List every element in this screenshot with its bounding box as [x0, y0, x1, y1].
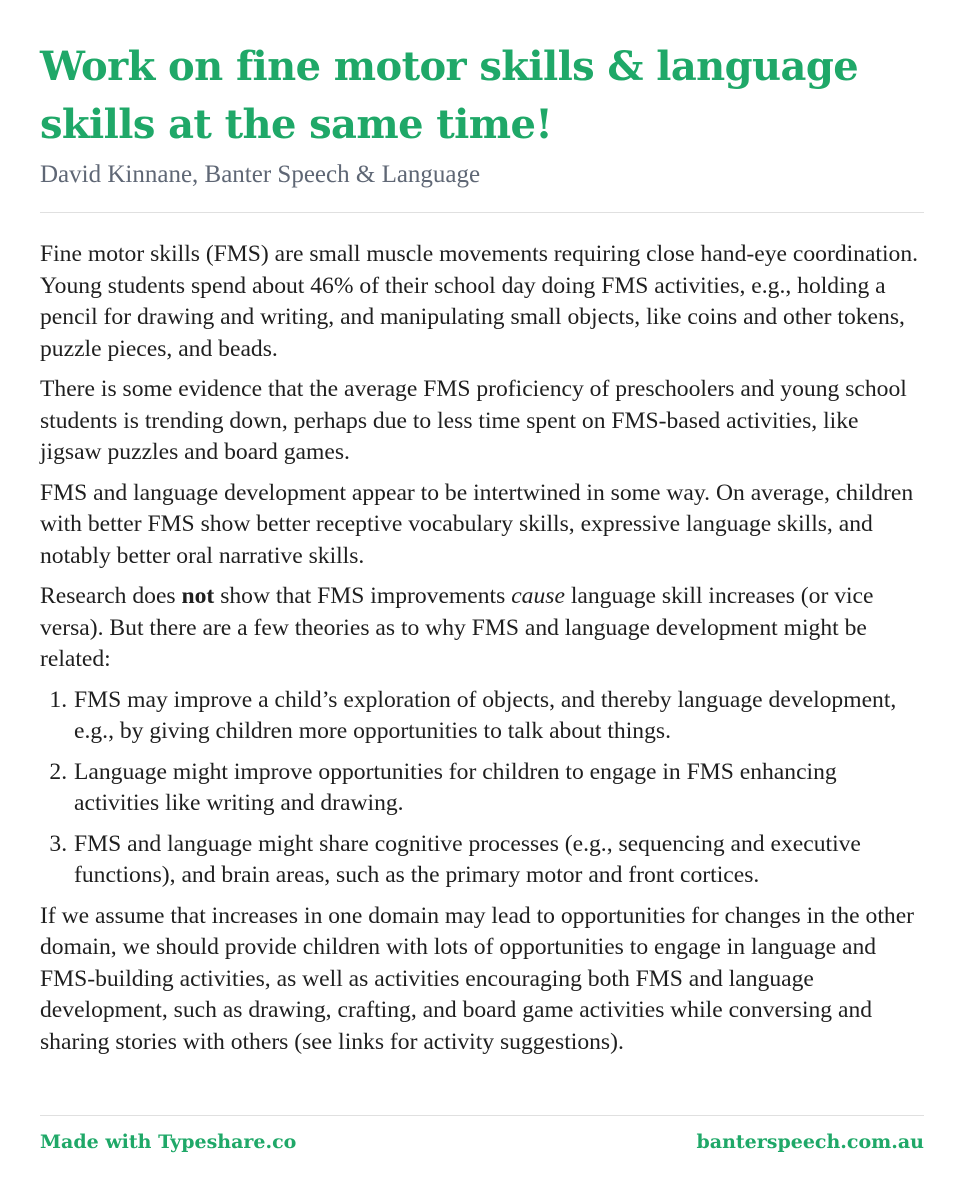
paragraph-1: Fine motor skills (FMS) are small muscle movements requiring close hand-eye coordination. Young students spend about 46% of their school day doing FMS activities, e.g., holding a pencil for drawing and writing, and manipulating small objects, like coins and other tokens, puzzle pieces, and beads. — [40, 241, 919, 362]
paragraph-4-part-3: language skill increases (or vice versa). But there are a few theories as to why FMS and language development might be related: — [40, 583, 874, 672]
article-body — [40, 239, 924, 1058]
paragraph-4 — [40, 581, 924, 676]
emphasis-not: not — [181, 583, 215, 609]
footer-divider — [40, 1115, 924, 1116]
paragraph-2: There is some evidence that the average FMS proficiency of preschoolers and young school students is trending down, perhaps due to less time spent on FMS-based activities, like jigsaw puzzles and board games. — [40, 376, 907, 465]
post-card — [40, 38, 924, 1162]
list-item: 2. Language might improve opportunities for children to engage in FMS enhancing activities like writing and drawing. — [73, 757, 924, 820]
footer — [40, 1128, 924, 1156]
made-with-credit: Made with Typeshare.co — [40, 1131, 297, 1153]
website-link[interactable]: banterspeech.com.au — [696, 1131, 924, 1153]
header-divider — [40, 212, 924, 213]
paragraph-3: FMS and language development appear to be intertwined in some way. On average, children with better FMS show better receptive vocabulary skills, expressive language skills, and notably better oral narrative skills. — [40, 479, 914, 569]
paragraph-5: If we assume that increases in one domain may lead to opportunities for changes in the other domain, we should provide children with lots of opportunities to engage in language and FMS-building activities, as well as activities encouraging both FMS and language development, such as drawing, crafting, and board game activities while conversing and sharing stories with others (see links for activity suggestions). — [40, 902, 915, 1055]
emphasis-cause: cause — [511, 583, 565, 609]
paragraph-4-part-1: Research does — [40, 583, 182, 609]
list-item: 1. FMS may improve a child’s exploration of objects, and thereby language development, e.g., by giving children more opportunities to talk about things. — [73, 685, 924, 748]
theories-list — [40, 685, 924, 892]
post-title: Work on fine motor skills & language skills at the same time! — [40, 43, 859, 148]
list-item: 3. FMS and language might share cognitive processes (e.g., sequencing and executive functions), and brain areas, such as the primary motor and front cortices. — [73, 829, 924, 892]
author-byline: David Kinnane, Banter Speech & Language — [40, 161, 481, 188]
paragraph-4-part-2: show that FMS improvements — [214, 583, 512, 609]
